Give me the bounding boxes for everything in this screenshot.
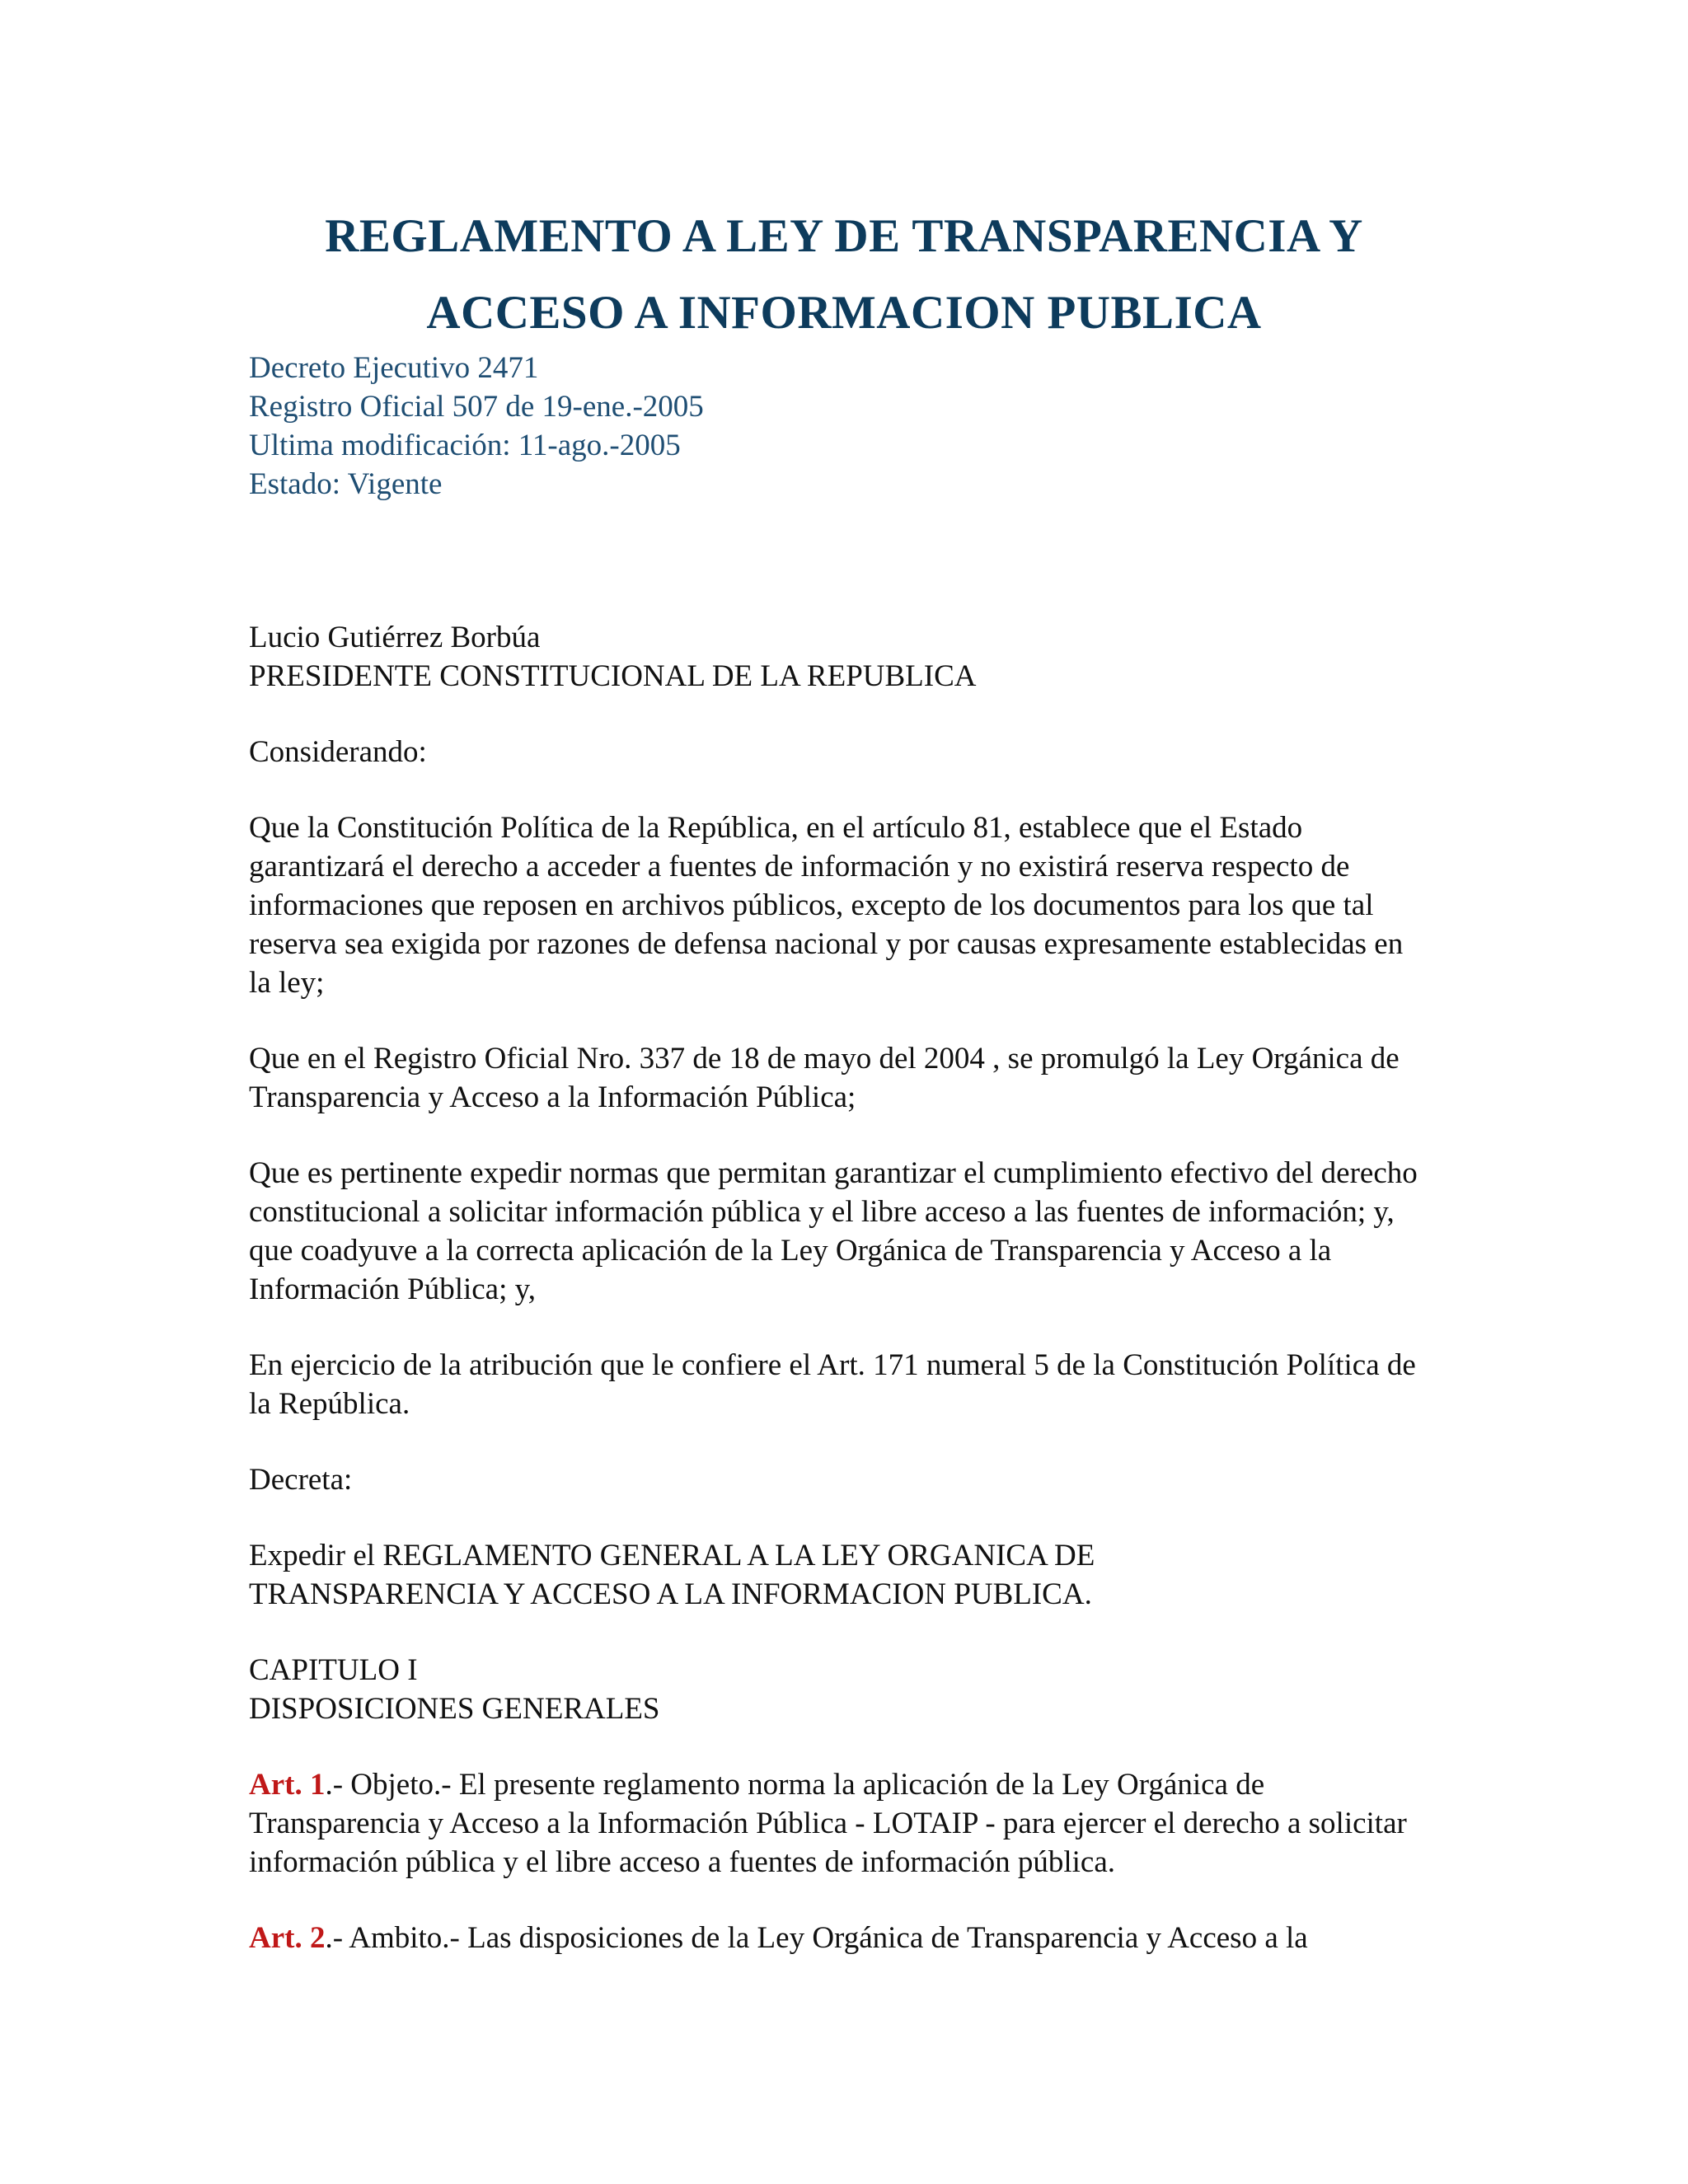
considerando-paragraph-1: Que la Constitución Política de la República, en el artículo 81, establece que el Estado garantizará el derecho a acceder a fuentes de información y no existirá reserva respecto de informaciones que reposen en archivos públicos, excepto de los documentos para los que tal reserva sea exigida por razones de defensa nacional y por causas expresamente establecidas en la ley; [249, 811, 1404, 1000]
article-2-label: Art. 2 [249, 1921, 326, 1955]
considerando-label: Considerando: [249, 735, 427, 769]
article-2-text: .- Ambito.- Las disposiciones de la Ley Orgánica de Transparencia y Acceso a la [325, 1921, 1308, 1955]
expedir-block [249, 1536, 1419, 1614]
issuer-name: Lucio Gutiérrez Borbúa [249, 621, 541, 654]
document-metadata [249, 349, 704, 504]
article-1-text: .- Objeto.- El presente reglamento norma la aplicación de la Ley Orgánica de Transparencia y Acceso a la Información Pública - LOTAIP - para ejercer el derecho a solicitar información pública y el libre acceso a fuentes de información pública. [249, 1768, 1407, 1879]
document-body [249, 618, 1419, 1957]
expedir-line-2: TRANSPARENCIA Y ACCESO A LA INFORMACION PUBLICA. [249, 1577, 1092, 1611]
decreto-line: Decreto Ejecutivo 2471 [249, 351, 539, 385]
article-1 [249, 1765, 1419, 1882]
decreta-label: Decreta: [249, 1463, 353, 1497]
issuer-block [249, 618, 1419, 696]
modificacion-line: Ultima modificación: 11-ago.-2005 [249, 429, 681, 462]
title-line-2: ACCESO A INFORMACION PUBLICA [426, 287, 1262, 339]
article-2 [249, 1919, 1419, 1957]
expedir-line-1: Expedir el REGLAMENTO GENERAL A LA LEY ORGANICA DE [249, 1539, 1095, 1572]
document-title [0, 198, 1688, 351]
chapter-name: DISPOSICIONES GENERALES [249, 1692, 660, 1726]
registro-line: Registro Oficial 507 de 19-ene.-2005 [249, 390, 704, 424]
considerando-paragraph-3: Que es pertinente expedir normas que permitan garantizar el cumplimiento efectivo del derecho constitucional a solicitar información pública y el libre acceso a las fuentes de información; y, que coadyuve a la correcta aplicación de la Ley Orgánica de Transparencia y Acceso a la Información Pública; y, [249, 1156, 1418, 1306]
article-1-label: Art. 1 [249, 1768, 326, 1802]
considerando-paragraph-4: En ejercicio de la atribución que le confiere el Art. 171 numeral 5 de la Constitución Política de la República. [249, 1348, 1416, 1421]
chapter-heading [249, 1651, 1419, 1728]
estado-line: Estado: Vigente [249, 467, 443, 501]
title-line-1: REGLAMENTO A LEY DE TRANSPARENCIA Y [325, 210, 1363, 262]
considerando-paragraph-2: Que en el Registro Oficial Nro. 337 de 18 de mayo del 2004 , se promulgó la Ley Orgánica de Transparencia y Acceso a la Información Pública; [249, 1042, 1400, 1114]
issuer-role: PRESIDENTE CONSTITUCIONAL DE LA REPUBLICA [249, 659, 977, 693]
chapter-number: CAPITULO I [249, 1653, 418, 1687]
